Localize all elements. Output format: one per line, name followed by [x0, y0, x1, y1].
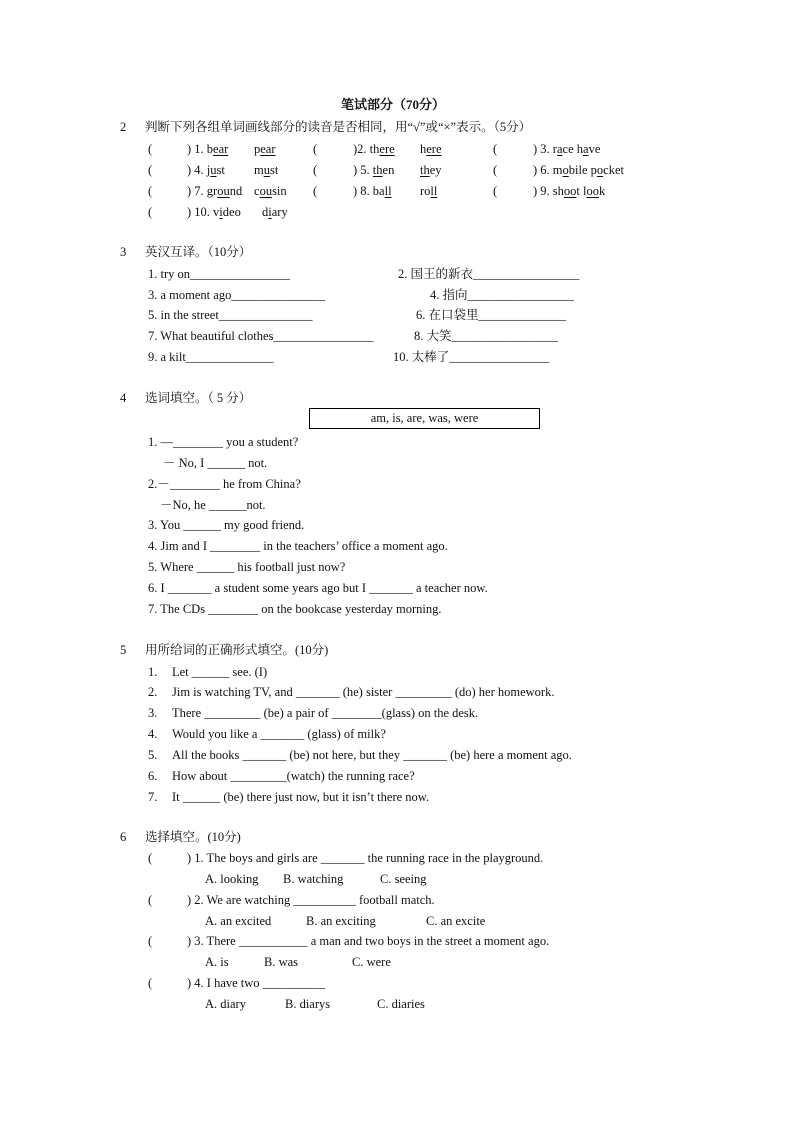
word-part: sin [272, 184, 287, 198]
underlined-part: i [268, 205, 272, 219]
phonics-word-2 [420, 141, 442, 157]
item-label: ) 5. [353, 163, 373, 177]
translation-item: 3. a moment ago_______________ [148, 288, 326, 302]
underlined-part: u [263, 163, 270, 177]
mc-question: ) 1. The boys and girls are _______ the running race in the playground. [187, 851, 544, 865]
translation-item: 8. 大笑_________________ [414, 329, 558, 343]
underlined-part: ear [260, 142, 276, 156]
mc-option: A. an excited [205, 914, 272, 928]
word-1 [553, 142, 574, 156]
word-part: st [216, 163, 225, 177]
translation-item: 10. 太棒了________________ [393, 350, 550, 364]
underlined-part: ll [384, 184, 392, 198]
translation-item: 4. 指向_________________ [430, 288, 574, 302]
phonics-word-2 [254, 183, 287, 199]
word-2 [254, 163, 278, 177]
translation-item: 7. What beautiful clothes________________ [148, 329, 374, 343]
phonics-word-2 [254, 141, 276, 157]
underlined-part: o [562, 163, 569, 177]
fill-sentence: How about _________(watch) the running race? [172, 769, 415, 783]
item-label: )2. [353, 142, 370, 156]
word-part: ve [588, 142, 601, 156]
phonics-word-2 [420, 162, 442, 178]
section-5-number: 5 [120, 643, 127, 657]
fill-line: 5. Where ______ his football just now? [148, 560, 346, 574]
fill-line: 7. The CDs ________ on the bookcase yesterday morning. [148, 602, 442, 616]
mc-option: A. diary [205, 997, 246, 1011]
word-1 [370, 142, 395, 156]
section-2-number: 2 [120, 120, 127, 134]
mc-option: C. seeing [380, 872, 427, 886]
word-2 [420, 142, 442, 156]
item-number: 1. [148, 665, 158, 679]
mc-question: ) 2. We are watching __________ football match. [187, 893, 435, 907]
mc-option: B. was [264, 955, 299, 969]
section-5-heading: 用所给词的正确形式填空。(10分) [145, 643, 329, 657]
word-1 [373, 184, 392, 198]
item-label: ) 1. [187, 142, 207, 156]
fill-sentence: All the books _______ (be) not here, but they _______ (be) here a moment ago. [172, 748, 572, 762]
underlined-part: oo [563, 184, 577, 198]
answer-paren: ( [313, 184, 318, 198]
section-4-heading: 选词填空。（ 5 分） [145, 391, 252, 405]
item-label: ) 8. [353, 184, 373, 198]
word-part: deo [222, 205, 241, 219]
answer-paren: ( [313, 163, 318, 177]
answer-paren: ( [148, 893, 153, 907]
fill-sentence: Jim is watching TV, and _______ (he) sister _________ (do) her homework. [172, 685, 555, 699]
underlined-part: u [210, 163, 217, 177]
word-part: h [576, 142, 584, 156]
item-number: 3. [148, 706, 158, 720]
fill-line: －No, he ______not. [160, 498, 266, 512]
underlined-part: ll [430, 184, 438, 198]
phonics-item [187, 204, 241, 220]
phonics-item [187, 183, 242, 199]
word-1 [207, 184, 242, 198]
underlined-part: a [583, 142, 589, 156]
phonics-item [187, 162, 225, 178]
word-part: ce [562, 142, 574, 156]
answer-paren: ( [148, 142, 153, 156]
fill-sentence: Let ______ see. (I) [172, 665, 268, 679]
word-part: gr [206, 184, 218, 198]
word-part: th [369, 142, 380, 156]
section-3-heading: 英汉互译。（10分） [145, 245, 252, 259]
item-label: ) 6. [533, 163, 553, 177]
word-2 [591, 163, 624, 177]
word-2 [262, 205, 288, 219]
answer-paren: ( [493, 163, 498, 177]
phonics-item [353, 162, 394, 178]
underlined-part: th [372, 163, 383, 177]
fill-line: 4. Jim and I ________ in the teachers’ office a moment ago. [148, 539, 448, 553]
mc-option: A. looking [205, 872, 259, 886]
word-2 [254, 184, 287, 198]
phonics-item [533, 162, 624, 178]
fill-sentence: Would you like a _______ (glass) of milk? [172, 727, 386, 741]
word-part: sh [552, 184, 564, 198]
section-6-number: 6 [120, 830, 127, 844]
answer-paren: ( [493, 142, 498, 156]
word-part: l [583, 184, 587, 198]
word-part: ro [420, 184, 431, 198]
mc-option: A. is [205, 955, 229, 969]
section-2-heading: 判断下列各组单词画线部分的读音是否相同，用“√”或“×”表示。（5分） [145, 120, 532, 134]
item-number: 2. [148, 685, 158, 699]
mc-option: C. were [352, 955, 391, 969]
translation-item: 2. 国王的新衣_________________ [398, 267, 580, 281]
mc-option: C. diaries [377, 997, 425, 1011]
section-3-number: 3 [120, 245, 127, 259]
word-part: c [254, 184, 260, 198]
phonics-word-2 [262, 204, 288, 220]
underlined-part: ou [259, 184, 273, 198]
item-label: ) 3. [533, 142, 553, 156]
word-1 [207, 163, 225, 177]
word-part: st [269, 163, 279, 177]
word-2 [420, 184, 437, 198]
answer-paren: ( [148, 976, 153, 990]
item-label: ) 9. [533, 184, 553, 198]
section-6-heading: 选择填空。(10分) [145, 830, 241, 844]
underlined-part: a [556, 142, 563, 156]
mc-question: ) 4. I have two __________ [187, 976, 326, 990]
word-part: ey [429, 163, 442, 177]
mc-option: B. watching [283, 872, 344, 886]
section-4-number: 4 [120, 391, 127, 405]
translation-item: 5. in the street_______________ [148, 308, 313, 322]
fill-sentence: There _________ (be) a pair of ________(glass) on the desk. [172, 706, 479, 720]
word-part: m [254, 163, 264, 177]
phonics-item [533, 183, 605, 199]
word-part: cket [603, 163, 624, 177]
answer-paren: ( [148, 851, 153, 865]
translation-item: 6. 在口袋里______________ [416, 308, 567, 322]
word-part: nd [229, 184, 243, 198]
word-part: ary [271, 205, 288, 219]
word-1 [373, 163, 395, 177]
fill-line: 6. I _______ a student some years ago but I _______ a teacher now. [148, 581, 488, 595]
word-part: bile [568, 163, 588, 177]
word-2 [583, 184, 605, 198]
item-number: 4. [148, 727, 158, 741]
answer-paren: ( [148, 184, 153, 198]
mc-option: B. diarys [285, 997, 331, 1011]
fill-line: 2.－________ he from China? [148, 477, 301, 491]
fill-line: 3. You ______ my good friend. [148, 518, 305, 532]
underlined-part: i [219, 205, 223, 219]
word-part: r [552, 142, 557, 156]
word-2 [254, 142, 276, 156]
item-label: ) 10. [187, 205, 214, 219]
translation-item: 9. a kilt______________ [148, 350, 274, 364]
item-label: ) 4. [187, 163, 207, 177]
item-label: ) 7. [187, 184, 207, 198]
word-1 [213, 205, 241, 219]
word-1 [553, 163, 588, 177]
word-part: v [213, 205, 220, 219]
word-2 [577, 142, 601, 156]
word-part: m [552, 163, 563, 177]
phonics-item [533, 141, 600, 157]
word-part: p [590, 163, 597, 177]
item-number: 7. [148, 790, 158, 804]
phonics-item [187, 141, 228, 157]
item-number: 6. [148, 769, 158, 783]
mc-option: C. an excite [426, 914, 486, 928]
phonics-word-2 [254, 162, 278, 178]
answer-paren: ( [148, 163, 153, 177]
fill-line: 1. —________ you a student? [148, 435, 299, 449]
word-part: p [254, 142, 261, 156]
word-2 [420, 163, 442, 177]
mc-option: B. an exciting [306, 914, 376, 928]
word-bank-box: am, is, are, was, were [309, 408, 540, 429]
word-part: j [206, 163, 211, 177]
word-1 [207, 142, 229, 156]
phonics-item [353, 183, 392, 199]
translation-item: 1. try on________________ [148, 267, 291, 281]
underlined-part: th [420, 163, 430, 177]
underlined-part: ere [379, 142, 395, 156]
word-part: d [262, 205, 269, 219]
fill-sentence: It ______ (be) there just now, but it isn’t there now. [172, 790, 430, 804]
underlined-part: ere [426, 142, 442, 156]
underlined-part: ou [217, 184, 230, 198]
answer-paren: ( [493, 184, 498, 198]
underlined-part: oo [586, 184, 600, 198]
answer-paren: ( [148, 934, 153, 948]
word-part: t [576, 184, 580, 198]
page-title: 笔试部分（70分） [341, 97, 446, 112]
word-part: h [420, 142, 427, 156]
word-part: b [206, 142, 214, 156]
word-part: en [382, 163, 395, 177]
item-number: 5. [148, 748, 158, 762]
phonics-word-2 [420, 183, 437, 199]
word-1 [553, 184, 580, 198]
underlined-part: ear [213, 142, 229, 156]
mc-question: ) 3. There ___________ a man and two boys in the street a moment ago. [187, 934, 550, 948]
underlined-part: o [596, 163, 604, 177]
phonics-item [353, 141, 395, 157]
fill-line: － No, I ______ not. [163, 456, 268, 470]
word-part: k [599, 184, 606, 198]
word-part: ba [372, 184, 385, 198]
answer-paren: ( [313, 142, 318, 156]
answer-paren: ( [148, 205, 153, 219]
